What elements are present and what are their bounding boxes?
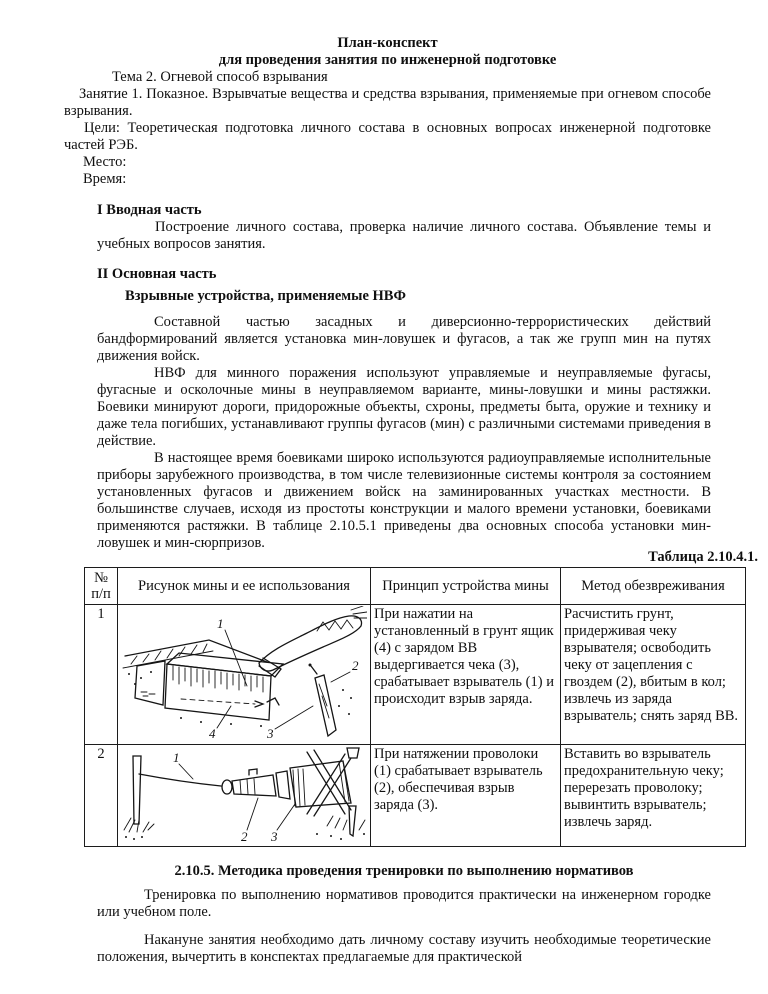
figure-callout-1: 1 — [217, 616, 224, 631]
row1-figure-cell — [118, 605, 371, 745]
table-row — [85, 605, 746, 745]
table-caption: Таблица 2.10.4.1. — [648, 549, 758, 565]
lesson-line: Занятие 1. Показное. Взрывчатые вещества и средства взрывания, применяемые при огневом способе взрывания. — [64, 86, 711, 119]
topic-line: Тема 2. Огневой способ взрывания — [112, 69, 328, 85]
document-title-block — [64, 35, 711, 69]
row1-method: Расчистить грунт, придерживая чеку взрывателя; освободить чеку от зацепления с гвоздем (2), вбитым в кол; извлечь из заряда взрыватель; снять заряд ВВ. — [561, 605, 746, 745]
tripwire-fuze-charge-illustration — [121, 746, 371, 844]
section1-paragraph: Построение личного состава, проверка наличие личного состава. Объявление темы и учебных вопросов занятия. — [97, 219, 711, 252]
table-row — [85, 745, 746, 847]
body-paragraph-2: НВФ для минного поражения используют управляемые и неуправляемые фугасы, фугасные и осколочные мины в неуправляемом варианте, мины-ловушки и мины растяжки. Боевики минируют дороги, придорожные объекты, схроны, предметы быта, оружие и технику и даже тела погибших, устанавливают группы фугасов (мин) с различными системами приведения в действие. — [97, 365, 711, 449]
section2-heading: II Основная часть — [97, 266, 217, 282]
row2-principle: При натяжении проволоки (1) срабатывает взрыватель (2), обеспечивая взрыв заряда (3). — [371, 745, 561, 847]
row2-method: Вставить во взрыватель предохранительную чеку; перерезать проволоку; вывинтить взрыватель; извлечь заряд. — [561, 745, 746, 847]
header-drawing: Рисунок мины и ее использования — [118, 568, 371, 605]
time-line: Время: — [83, 171, 127, 187]
document-title-line1: План-конспект — [337, 35, 438, 51]
section1-heading: I Вводная часть — [97, 202, 202, 218]
row1-number: 1 — [85, 605, 118, 745]
row2-number: 2 — [85, 745, 118, 847]
mines-table — [84, 567, 746, 847]
section3-heading: 2.10.5. Методика проведения тренировки по выполнению нормативов — [174, 863, 634, 879]
header-method: Метод обезвреживания — [561, 568, 746, 605]
figure-callout-2: 2 — [241, 829, 248, 844]
document-body — [91, 202, 758, 966]
figure-callout-2: 2 — [352, 658, 359, 673]
figure-callout-1: 1 — [173, 750, 180, 765]
subsection-heading: Взрывные устройства, применяемые НВФ — [125, 288, 406, 304]
row2-figure-cell — [118, 745, 371, 847]
goals-line: Цели: Теоретическая подготовка личного состава в основных вопросах инженерной подготовке частей РЭБ. — [64, 120, 711, 153]
figure-callout-3: 3 — [271, 829, 278, 844]
header-number: № п/п — [85, 568, 118, 605]
place-line: Место: — [83, 154, 127, 170]
body-paragraph-1: Составной частью засадных и диверсионно-террористических действий бандформирований является установка мин-ловушек и фугасов, а так же групп мин на путях движения войск. — [97, 314, 711, 364]
body-paragraph-3: В настоящее время боевиками широко используются радиоуправляемые исполнительные приборы зарубежного производства, в том числе телевизионные системы контроля за состоянием установленных фугасов и движением войск на заминированных участках местности. В большинстве случаев, исходя из простоты конструкции и малого времени установки, боевиками применяются растяжки. В таблице 2.10.5.1 приведены два основных способа установки мин-ловушек и мин-сюрпризов. — [97, 450, 711, 551]
figure-callout-4: 4 — [209, 726, 216, 741]
table-header-row — [85, 568, 746, 605]
row1-principle: При нажатии на установленный в грунт ящик (4) с зарядом ВВ выдергивается чека (3), срабатывает взрыватель (1) и происходит взрыв заряда. — [371, 605, 561, 745]
body-paragraph-4: Тренировка по выполнению нормативов проводится практически на инженерном городке или учебном поле. — [97, 887, 711, 920]
document-title-line2: для проведения занятия по инженерной подготовке — [218, 52, 557, 68]
header-principle: Принцип устройства мины — [371, 568, 561, 605]
box-mine-under-boot-illustration — [121, 606, 367, 742]
figure-callout-3: 3 — [267, 726, 274, 741]
body-paragraph-5: Накануне занятия необходимо дать личному составу изучить необходимые теоретические положения, вычертить в конспектах предлагаемые для практической — [97, 932, 711, 965]
